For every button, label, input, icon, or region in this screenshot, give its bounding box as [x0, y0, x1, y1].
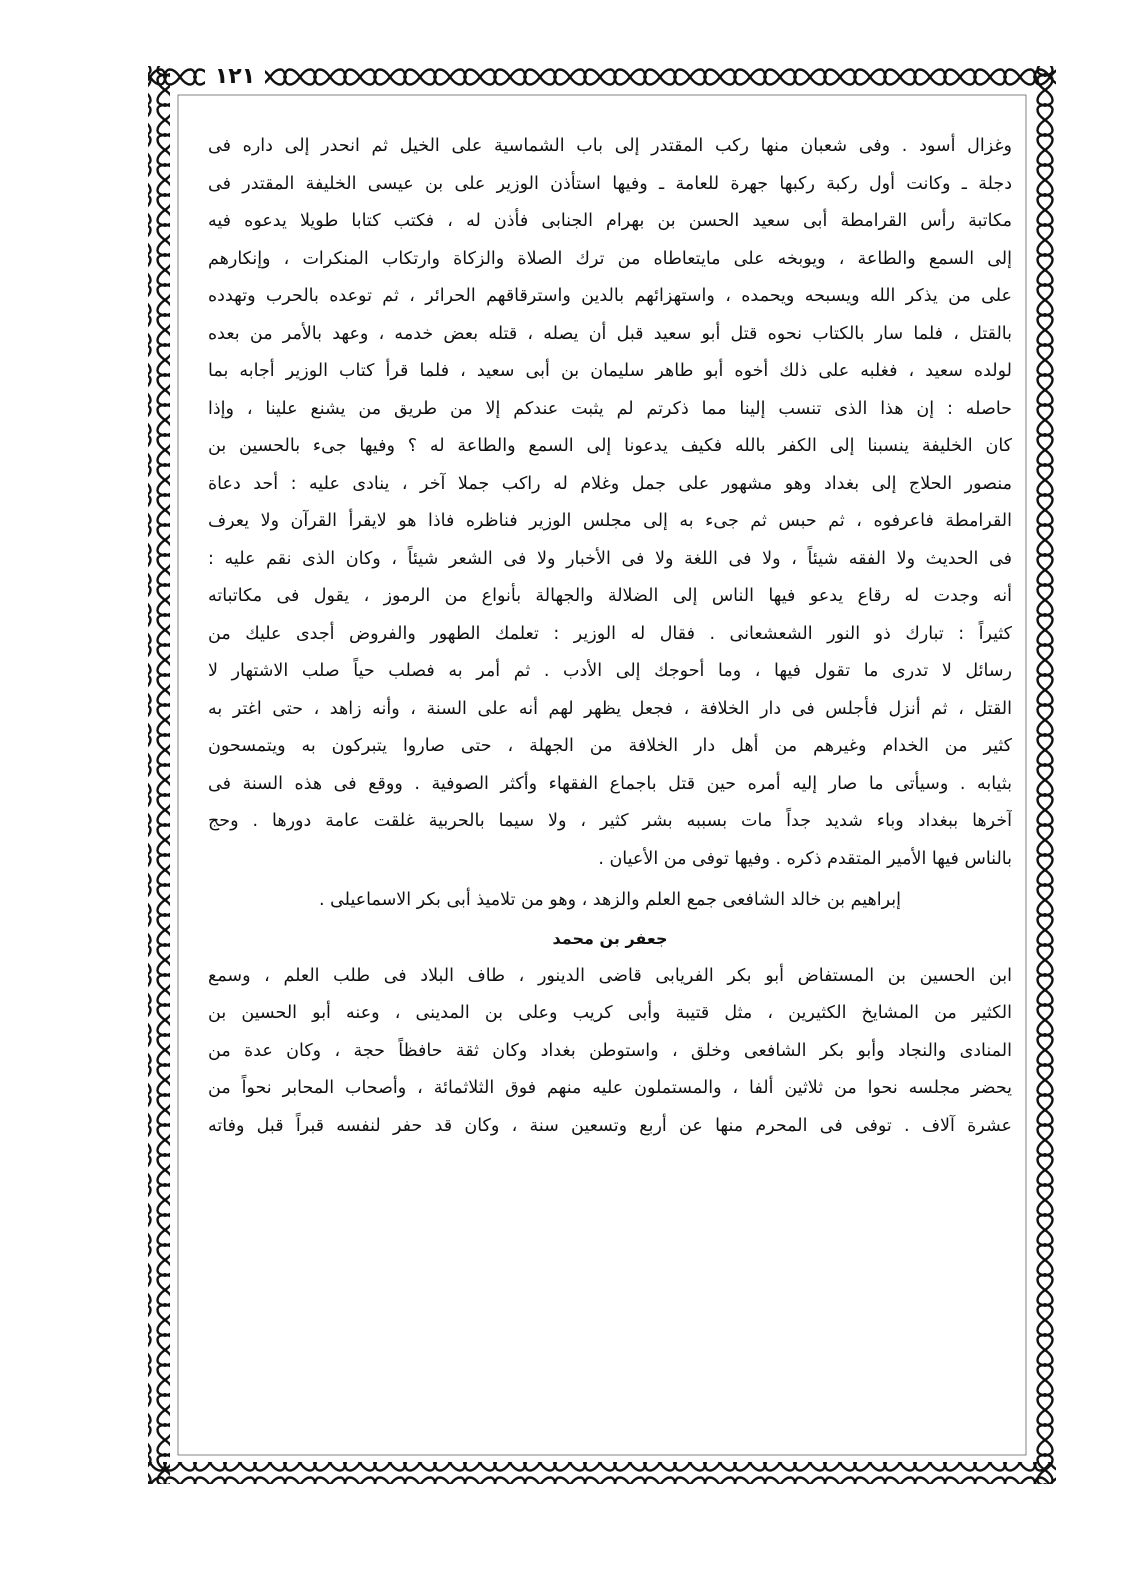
text-line: وغزال أسود . وفى شعبان منها ركب المقتدر إلى باب الشماسية على الخيل ثم انحدر إلى داره فى: [208, 136, 1012, 156]
text-line: بثيابه . وسيأتى ما صار إليه أمره حين قتل باجماع الفقهاء وأكثر الصوفية . ووقع فى هذه السنة فى: [208, 773, 1012, 794]
text-line: لولده سعيد ، فغلبه على ذلك أخوه أبو طاهر سليمان بن أبى سعيد ، فلما قرأ كتاب الوزير أجابه بما: [208, 361, 1012, 381]
text-line: رسائل لا تدرى ما تقول فيها ، وما أحوجك إلى الأدب . ثم أمر به فصلب حياً صلب الاشتهار لا: [208, 661, 1012, 681]
text-line: كثيراً : تبارك ذو النور الشعشعانى . فقال له الوزير : تعلمك الطهور والفروض أجدى عليك من: [208, 623, 1012, 644]
text-line: كان الخليفة ينسبنا إلى الكفر بالله فكيف يدعونا إلى السمع والطاعة له ؟ وفيها جىء بالحسين بن: [208, 436, 1012, 456]
text-line: بالناس فيها الأمير المتقدم ذكره . وفيها توفى من الأعيان .: [598, 848, 1012, 869]
text-line: الكثير من المشايخ الكثيرين ، مثل قتيبة وأبى كريب وعلى بن المدينى ، وعنه أبو الحسين بن: [208, 1003, 1012, 1023]
text-line: أنه وجدت له رقاع يدعو فيها الناس إلى الضلالة والجهالة بأنواع من الرموز ، يقول فى مكاتباته: [208, 586, 1012, 606]
text-line: مكاتبة رأس القرامطة أبى سعيد الحسن بن بهرام الجنابى فأذن له ، فكتب كتابا طويلا يدعوه فيه: [208, 211, 1012, 231]
text-line: دجلة ـ وكانت أول ركبة ركبها جهرة للعامة ـ وفيها استأذن الوزير على بن عيسى الخليفة المقتدر فى: [208, 173, 1012, 194]
text-line: يحضر مجلسه نحوا من ثلاثين ألفا ، والمستملون عليه منهم فوق الثلاثمائة ، وأصحاب المحابر نحواً من: [208, 1078, 1012, 1098]
text-line: منصور الحلاج إلى بغداد وهو مشهور على جمل وغلام له راكب جملا آخر ، ينادى عليه : أحد دعاة: [208, 473, 1012, 494]
section-heading: جعفر بن محمد: [552, 928, 668, 948]
text-line: إلى السمع والطاعة ، ويوبخه على مايتعاطاه من ترك الصلاة والزكاة وارتكاب المنكرات ، وإنكارهم: [208, 248, 1012, 269]
text-line: كثير من الخدام وغيرهم من أهل دار الخلافة من الجهلة ، حتى صاروا يتبركون به ويتمسحون: [208, 736, 1012, 756]
main-paragraph: [208, 128, 1012, 1145]
text-line: فى الحديث ولا الفقه شيئاً ، ولا فى اللغة ولا فى الأخبار ولا فى الشعر شيئاً ، وكان الذى نقم عليه :: [208, 548, 1012, 569]
text-line: القتل ، ثم أنزل فأجلس فى دار الخلافة ، فجعل يظهر لهم أنه على السنة ، وأنه زاهد ، حتى اغتر به: [208, 698, 1012, 719]
text-line: حاصله : إن هذا الذى تنسب إلينا مما ذكرتم لم يثبت عندكم إلا من طريق من يشنع علينا ، وإذا: [208, 398, 1012, 419]
text-line: على من يذكر الله ويسبحه ويحمده ، واستهزائهم بالدين واسترقاقهم الحرائر ، ثم توعده بالحرب وتهدده: [208, 286, 1012, 306]
biography-entry: إبراهيم بن خالد الشافعى جمع العلم والزهد ، وهو من تلاميذ أبى بكر الاسماعيلى .: [318, 890, 902, 910]
text-line: عشرة آلاف . توفى فى المحرم منها عن أربع وتسعين سنة ، وكان قد حفر لنفسه قبراً قبل وفاته: [208, 1115, 1012, 1136]
page-number: ١٢١: [205, 60, 265, 94]
text-line: بالقتل ، فلما سار بالكتاب نحوه قتل أبو سعيد قبل أن يصله ، قتله بعض خدمه ، وعهد بالأمر من بعده: [208, 323, 1012, 344]
text-line: المنادى والنجاد وأبو بكر الشافعى وخلق ، واستوطن بغداد وكان ثقة حافظاً حجة ، وكان عدة من: [208, 1040, 1012, 1061]
text-line: آخرها ببغداد وباء شديد جداً مات بسببه بشر كثير ، ولا سيما بالحربية غلقت عامة دورها . وحج: [208, 811, 1012, 831]
text-line: القرامطة فاعرفوه ، ثم حبس ثم جىء به إلى مجلس الوزير فناظره فاذا هو لايقرأ القرآن ولا يعرف: [208, 511, 1012, 531]
text-line: ابن الحسين بن المستفاض أبو بكر الفريابى قاضى الدينور ، طاف البلاد فى طلب العلم ، وسمع: [208, 965, 1012, 986]
